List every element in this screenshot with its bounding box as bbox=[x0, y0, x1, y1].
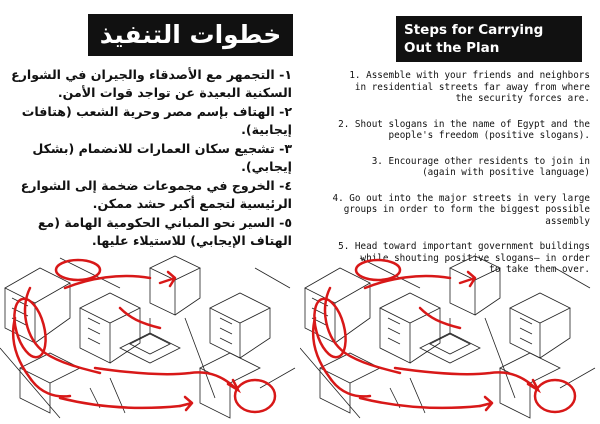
arabic-step-3: ٣- تشجيع سكان العمارات للانضمام (بشكل إيجابي). bbox=[32, 141, 292, 174]
english-page bbox=[300, 0, 600, 424]
arabic-step-5: ٥- السير نحو المباني الحكومية الهامة (مع الهتاف الإيجابي) للاستيلاء عليها. bbox=[37, 215, 292, 248]
english-step-4: 4. Go out into the major streets in very large groups in order to form the biggest possible assembly bbox=[332, 192, 590, 227]
city-sketch-illustration bbox=[0, 248, 300, 424]
arabic-title: خطوات التنفيذ bbox=[88, 14, 293, 56]
arabic-step-2: ٢- الهتاف بإسم مصر وحرية الشعب (هتافات إيجابية). bbox=[21, 104, 292, 137]
arabic-step-1: ١- التجمهر مع الأصدقاء والجيران في الشوارع السكنية البعيدة عن تواجد قوات الأمن. bbox=[11, 67, 292, 100]
city-sketch-illustration bbox=[300, 248, 600, 424]
english-step-5: 5. Head toward important government buildings while shouting positive slogans– in order to take them over. bbox=[338, 241, 590, 275]
english-title-line-2: Out the Plan bbox=[404, 40, 500, 56]
arabic-step-4: ٤- الخروج في مجموعات ضخمة إلى الشوارع الرئيسية لتجمع أكبر حشد ممكن. bbox=[20, 178, 292, 211]
arabic-steps-list bbox=[8, 66, 292, 251]
english-title-line-1: Steps for Carrying bbox=[404, 22, 544, 38]
english-step-1: 1. Assemble with your friends and neighbors in residential streets far away from where the security forces are. bbox=[349, 70, 590, 104]
english-step-3: 3. Encourage other residents to join in (again with positive language) bbox=[371, 155, 590, 178]
english-step-2: 2. Shout slogans in the name of Egypt and the people's freedom (positive slogans). bbox=[338, 118, 590, 141]
english-title bbox=[396, 16, 582, 62]
